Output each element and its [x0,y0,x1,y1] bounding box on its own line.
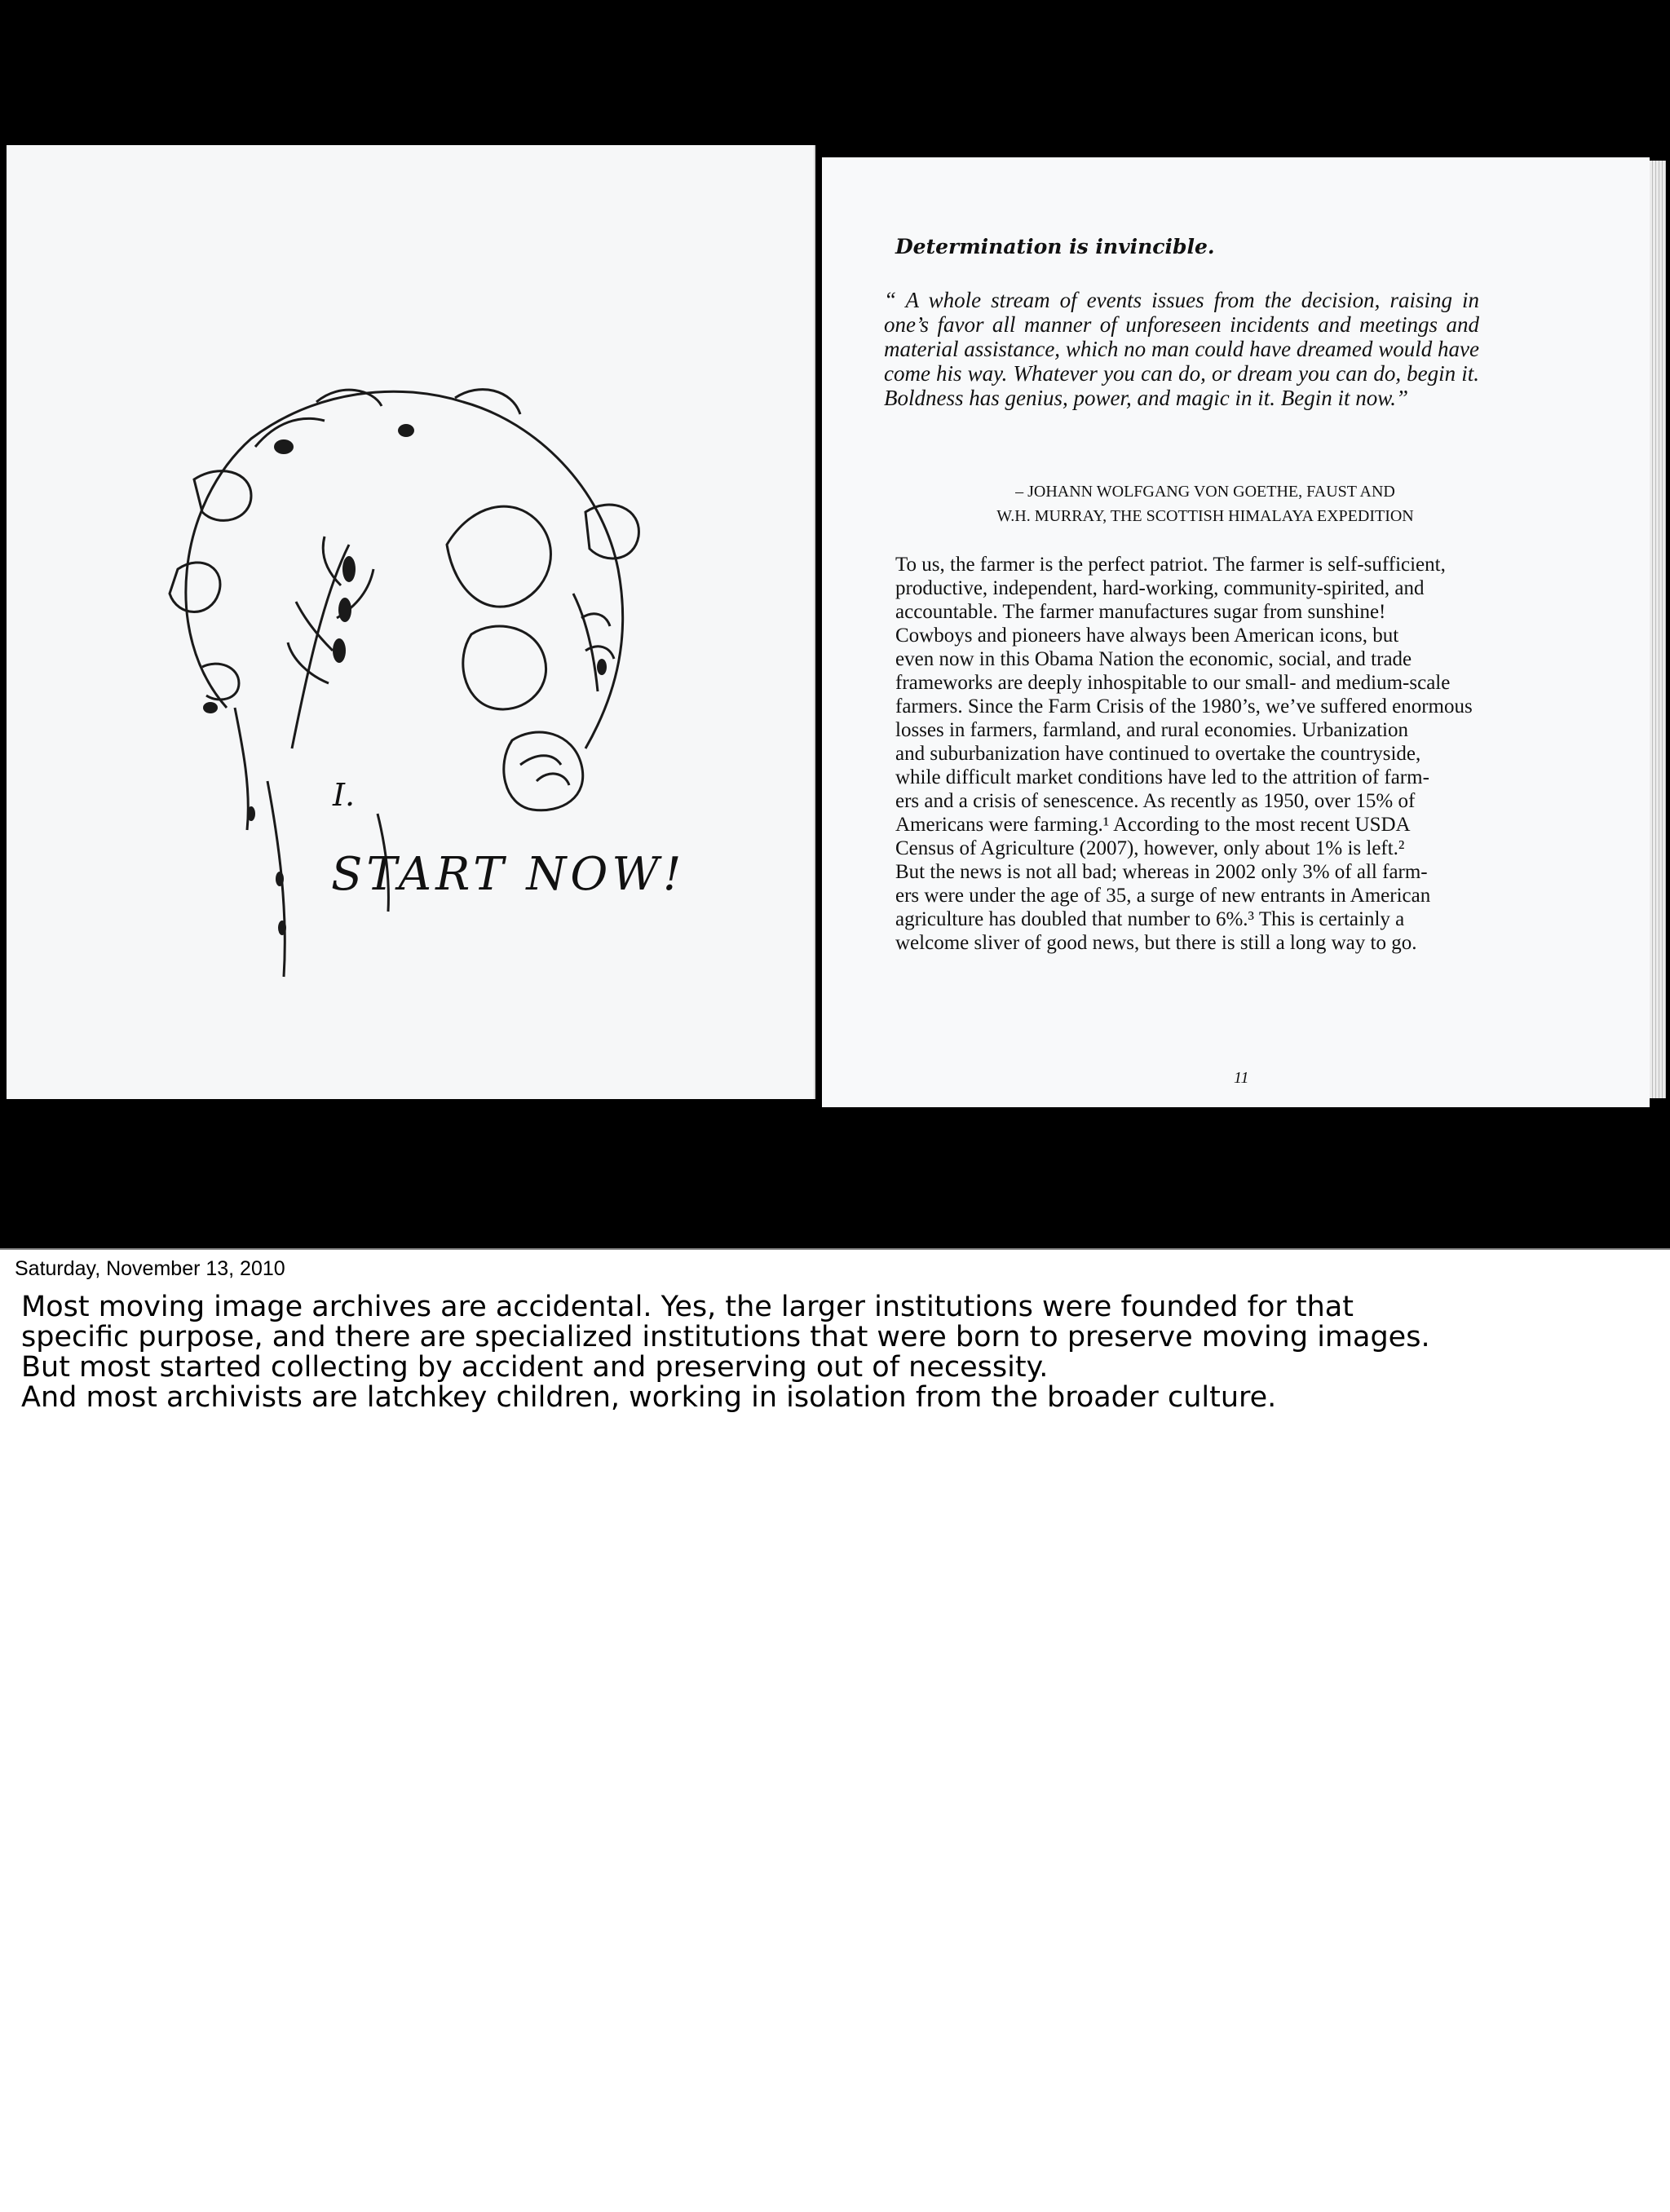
right-page [822,157,1650,1107]
body-line: welcome sliver of good news, but there is still a long way to go. [895,932,1417,954]
notes-line: And most archivists are latchkey children, working in isolation from the broader culture. [21,1381,1277,1414]
body-line: farmers. Since the Farm Crisis of the 1980’s, we’ve suffered enormous [895,695,1473,717]
quote-attribution [903,479,1507,528]
body-line: productive, independent, hard-working, community-spirited, and [895,577,1425,599]
body-paragraph [895,553,1646,955]
body-line: Americans were farming.¹ According to the most recent USDA [895,814,1411,836]
body-line: ers were under the age of 35, a surge of new entrants in American [895,885,1431,907]
attribution-line: W.H. MURRAY, THE SCOTTISH HIMALAYA EXPEDITION [996,507,1414,525]
attribution-line: – JOHANN WOLFGANG VON GOETHE, FAUST AND [1015,483,1395,501]
notes-line: But most started collecting by accident and preserving out of necessity. [21,1351,1049,1384]
body-line: Census of Agriculture (2007), however, only about 1% is left.² [895,837,1405,859]
notes-line: Most moving image archives are accidental. Yes, the larger institutions were founded for that [21,1291,1354,1323]
body-line: accountable. The farmer manufactures sugar from sunshine! [895,601,1386,623]
chapter-title: START NOW! [331,848,686,901]
epigraph-quote: “ A whole stream of events issues from the decision, raising in one’s favor all manner of unforeseen incidents and meetings and material assistance, which no man could have dreamed would have come his way. Whatever you can do, or dream you can do, begin it. Boldness has genius, power, and magic in it. Begin it now.” [884,288,1479,410]
body-line: and suburbanization have continued to overtake the countryside, [895,743,1421,765]
notes-line: specific purpose, and there are specialized institutions that were born to preserve moving images. [21,1321,1430,1353]
wreath-illustration [129,325,686,1075]
chapter-number: I. [333,777,356,813]
body-line: frameworks are deeply inhospitable to our small- and medium-scale [895,672,1451,694]
body-line: To us, the farmer is the perfect patriot. The farmer is self-sufficient, [895,554,1446,576]
body-line: agriculture has doubled that number to 6%.³ This is certainly a [895,908,1405,930]
divider [0,1248,1670,1250]
body-line: But the news is not all bad; whereas in 2002 only 3% of all farm- [895,861,1428,883]
body-line: losses in farmers, farmland, and rural economies. Urbanization [895,719,1408,741]
left-page [7,145,815,1099]
body-line: ers and a crisis of senescence. As recently as 1950, over 15% of [895,790,1416,812]
page-edge [1650,161,1666,1098]
body-line: Cowboys and pioneers have always been American icons, but [895,625,1399,647]
notes-date: Saturday, November 13, 2010 [15,1257,285,1280]
page-number: 11 [1234,1069,1249,1087]
speaker-notes [21,1292,1660,1413]
body-line: even now in this Obama Nation the economic, social, and trade [895,648,1412,670]
section-title: Determination is invincible. [895,235,1215,258]
body-line: while difficult market conditions have led to the attrition of farm- [895,766,1429,788]
